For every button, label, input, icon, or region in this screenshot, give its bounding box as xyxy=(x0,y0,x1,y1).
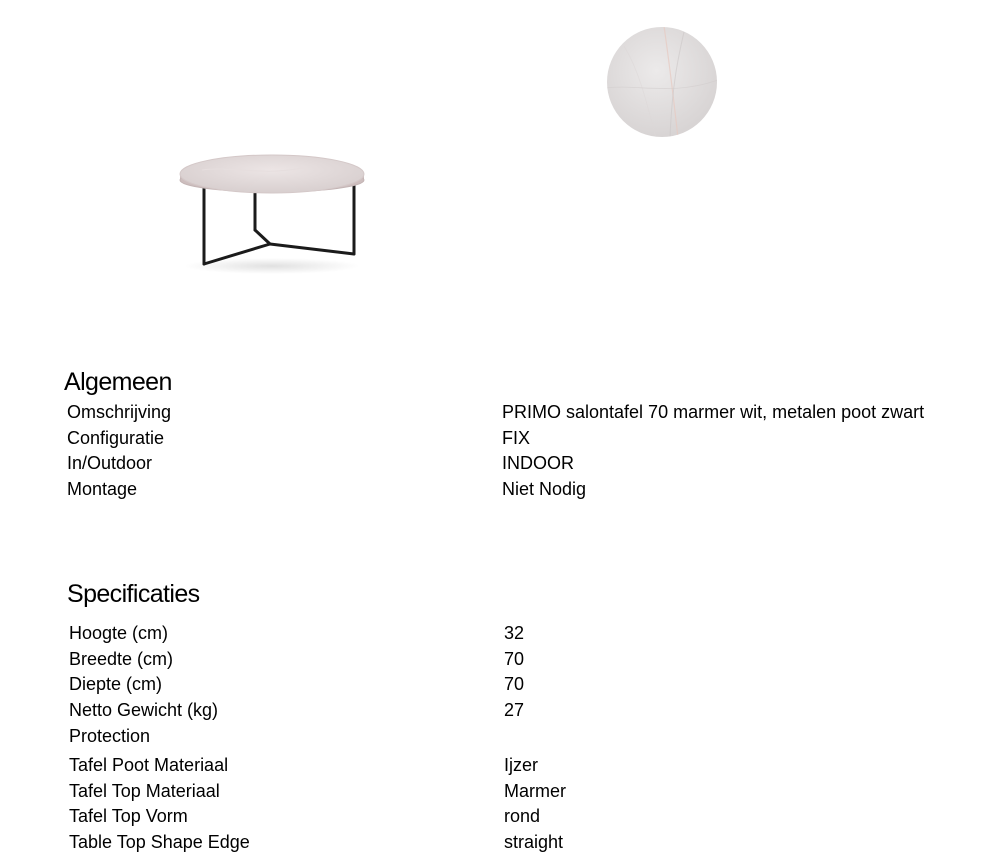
section-heading-specificaties: Specificaties xyxy=(67,580,200,608)
spec-label: Netto Gewicht (kg) xyxy=(69,700,219,720)
marble-swatch-image xyxy=(606,26,718,138)
spec-label: Tafel Poot Materiaal xyxy=(69,755,229,775)
spec-label: Table Top Shape Edge xyxy=(69,832,250,852)
spec-value: Ijzer xyxy=(504,755,539,775)
product-image xyxy=(172,140,372,280)
spec-label: Montage xyxy=(67,479,138,499)
spec-value: FIX xyxy=(502,428,531,448)
spec-value: Marmer xyxy=(504,781,566,801)
spec-value: Niet Nodig xyxy=(502,479,587,499)
spec-value: 70 xyxy=(504,674,525,694)
spec-value: PRIMO salontafel 70 marmer wit, metalen poot zwart xyxy=(502,402,925,422)
spec-label: Tafel Top Vorm xyxy=(69,806,188,826)
dimensions-spec-table xyxy=(69,624,969,859)
spec-label: Diepte (cm) xyxy=(69,674,163,694)
section-heading-algemeen: Algemeen xyxy=(64,368,172,396)
spec-label: Configuratie xyxy=(67,428,165,448)
spec-label: Breedte (cm) xyxy=(69,649,174,669)
general-spec-table xyxy=(67,403,987,503)
spec-value: rond xyxy=(504,806,541,826)
spec-value: 27 xyxy=(504,700,525,720)
spec-label: Protection xyxy=(69,726,151,746)
spec-label: Omschrijving xyxy=(67,402,172,422)
spec-value: INDOOR xyxy=(502,453,574,473)
spec-value: straight xyxy=(504,832,564,852)
spec-value: 32 xyxy=(504,623,525,643)
spec-label: Tafel Top Materiaal xyxy=(69,781,220,801)
spec-label: Hoogte (cm) xyxy=(69,623,169,643)
spec-value: 70 xyxy=(504,649,525,669)
spec-label: In/Outdoor xyxy=(67,453,153,473)
